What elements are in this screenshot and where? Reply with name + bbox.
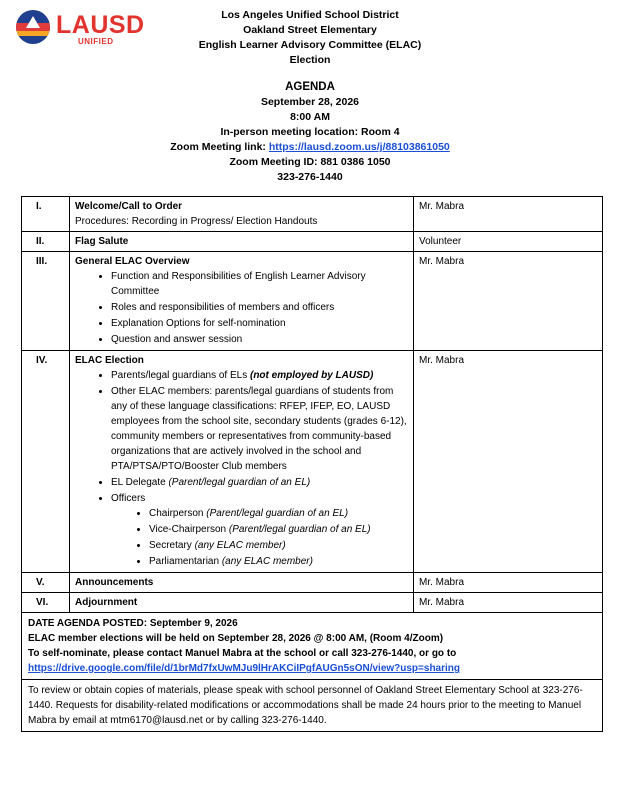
agenda-header (0, 8, 620, 185)
agenda-row (22, 573, 603, 593)
meeting-phone: 323-276-1440 (277, 171, 343, 183)
item-number: V. (22, 573, 70, 593)
officer-item: • Secretary (any ELAC member) (149, 538, 408, 553)
agenda-row (22, 232, 603, 252)
item-presenter: Mr. Mabra (414, 252, 603, 351)
bullet-list (75, 368, 408, 569)
footer-row (22, 613, 603, 680)
zoom-meeting-id: Zoom Meeting ID: 881 0386 1050 (229, 156, 391, 168)
officer-item: • Vice-Chairperson (Parent/legal guardian of an EL) (149, 522, 408, 537)
list-item: • Function and Responsibilities of English Learner Advisory Committee (111, 269, 408, 299)
nomination-link[interactable]: https://drive.google.com/file/d/1brMd7fxUwMJu9lHrAKCiIPgfAUGn5sON/view?usp=sharing (28, 663, 461, 674)
item-number: IV. (22, 351, 70, 573)
officer-list (111, 506, 408, 569)
meeting-time: 8:00 AM (290, 111, 330, 123)
agenda-row (22, 351, 603, 573)
item-title: ELAC Election (75, 355, 144, 366)
list-item: • Question and answer session (111, 332, 408, 347)
officer-item: • Chairperson (Parent/legal guardian of an EL) (149, 506, 408, 521)
item-title: Announcements (75, 577, 154, 588)
zoom-link[interactable]: https://lausd.zoom.us/j/88103861050 (268, 141, 450, 153)
item-presenter: Mr. Mabra (414, 351, 603, 573)
zoom-link-label: Zoom Meeting link: (170, 141, 269, 153)
item-title: Welcome/Call to Order (75, 201, 183, 212)
list-item: • Roles and responsibilities of members and officers (111, 300, 408, 315)
agenda-table (21, 196, 603, 732)
list-item: • Other ELAC members: parents/legal guardians of students from any of these language classifications: RFEP, IFEP, EO, LAUSD employees from the school site, secondary students (grades 6-12), community members or representatives from community-based organizations that are actively involved in the school and PTA/PTSA/PTO/Booster Club members (111, 384, 408, 474)
item-content (70, 573, 414, 593)
item-presenter: Volunteer (414, 232, 603, 252)
nomination-notice: To self-nominate, please contact Manuel Mabra at the school or call 323-276-1440, or go to (28, 648, 457, 659)
bullet-list (75, 269, 408, 347)
logo-text: LAUSD (56, 11, 145, 39)
item-presenter: Mr. Mabra (414, 197, 603, 232)
item-number: VI. (22, 593, 70, 613)
item-title: Adjournment (75, 597, 138, 608)
item-content (70, 252, 414, 351)
materials-notice: To review or obtain copies of materials, please speak with school personnel of Oakland Street Elementary School at 323-276-1440. Requests for disability-related modifications or accommodations shall be made 24 hours prior to the meeting to Manuel Mabra by email at mtm6170@lausd.net or by calling 323-276-1440. (22, 680, 603, 732)
item-content (70, 351, 414, 573)
posting-info (22, 613, 603, 680)
list-item: • Parents/legal guardians of ELs (not employed by LAUSD) (111, 368, 408, 383)
list-item: • Explanation Options for self-nomination (111, 316, 408, 331)
election-notice: ELAC member elections will be held on September 28, 2026 @ 8:00 AM, (Room 4/Zoom) (28, 633, 444, 644)
logo-subtext: UNIFIED (78, 37, 114, 46)
zoom-link-line (0, 140, 620, 155)
district-name: Los Angeles Unified School District (221, 9, 399, 21)
school-name: Oakland Street Elementary (243, 24, 377, 36)
list-item: • Officers • Chairperson (Parent/legal guardian of an EL) • Vice-Chairperson (Parent/legal guardian of an EL) • Secretary (any ELAC member) • Parliamentarian (any ELAC member) (111, 491, 408, 569)
officer-item: • Parliamentarian (any ELAC member) (149, 554, 408, 569)
committee-name: English Learner Advisory Committee (ELAC) (198, 39, 422, 51)
item-number: III. (22, 252, 70, 351)
item-title: Flag Salute (75, 236, 129, 247)
meeting-location: In-person meeting location: Room 4 (220, 126, 400, 138)
item-subtext: Procedures: Recording in Progress/ Election Handouts (75, 216, 318, 227)
item-presenter: Mr. Mabra (414, 593, 603, 613)
meeting-type: Election (289, 54, 331, 66)
meeting-date: September 28, 2026 (260, 96, 360, 108)
footer-row (22, 680, 603, 732)
agenda-row (22, 593, 603, 613)
item-content (70, 197, 414, 232)
item-title: General ELAC Overview (75, 256, 190, 267)
agenda-row (22, 252, 603, 351)
item-content (70, 232, 414, 252)
agenda-row (22, 197, 603, 232)
item-number: I. (22, 197, 70, 232)
date-posted: DATE AGENDA POSTED: September 9, 2026 (28, 618, 238, 629)
item-presenter: Mr. Mabra (414, 573, 603, 593)
item-content (70, 593, 414, 613)
list-item: • EL Delegate (Parent/legal guardian of an EL) (111, 475, 408, 490)
item-number: II. (22, 232, 70, 252)
agenda-title: AGENDA (285, 81, 335, 93)
